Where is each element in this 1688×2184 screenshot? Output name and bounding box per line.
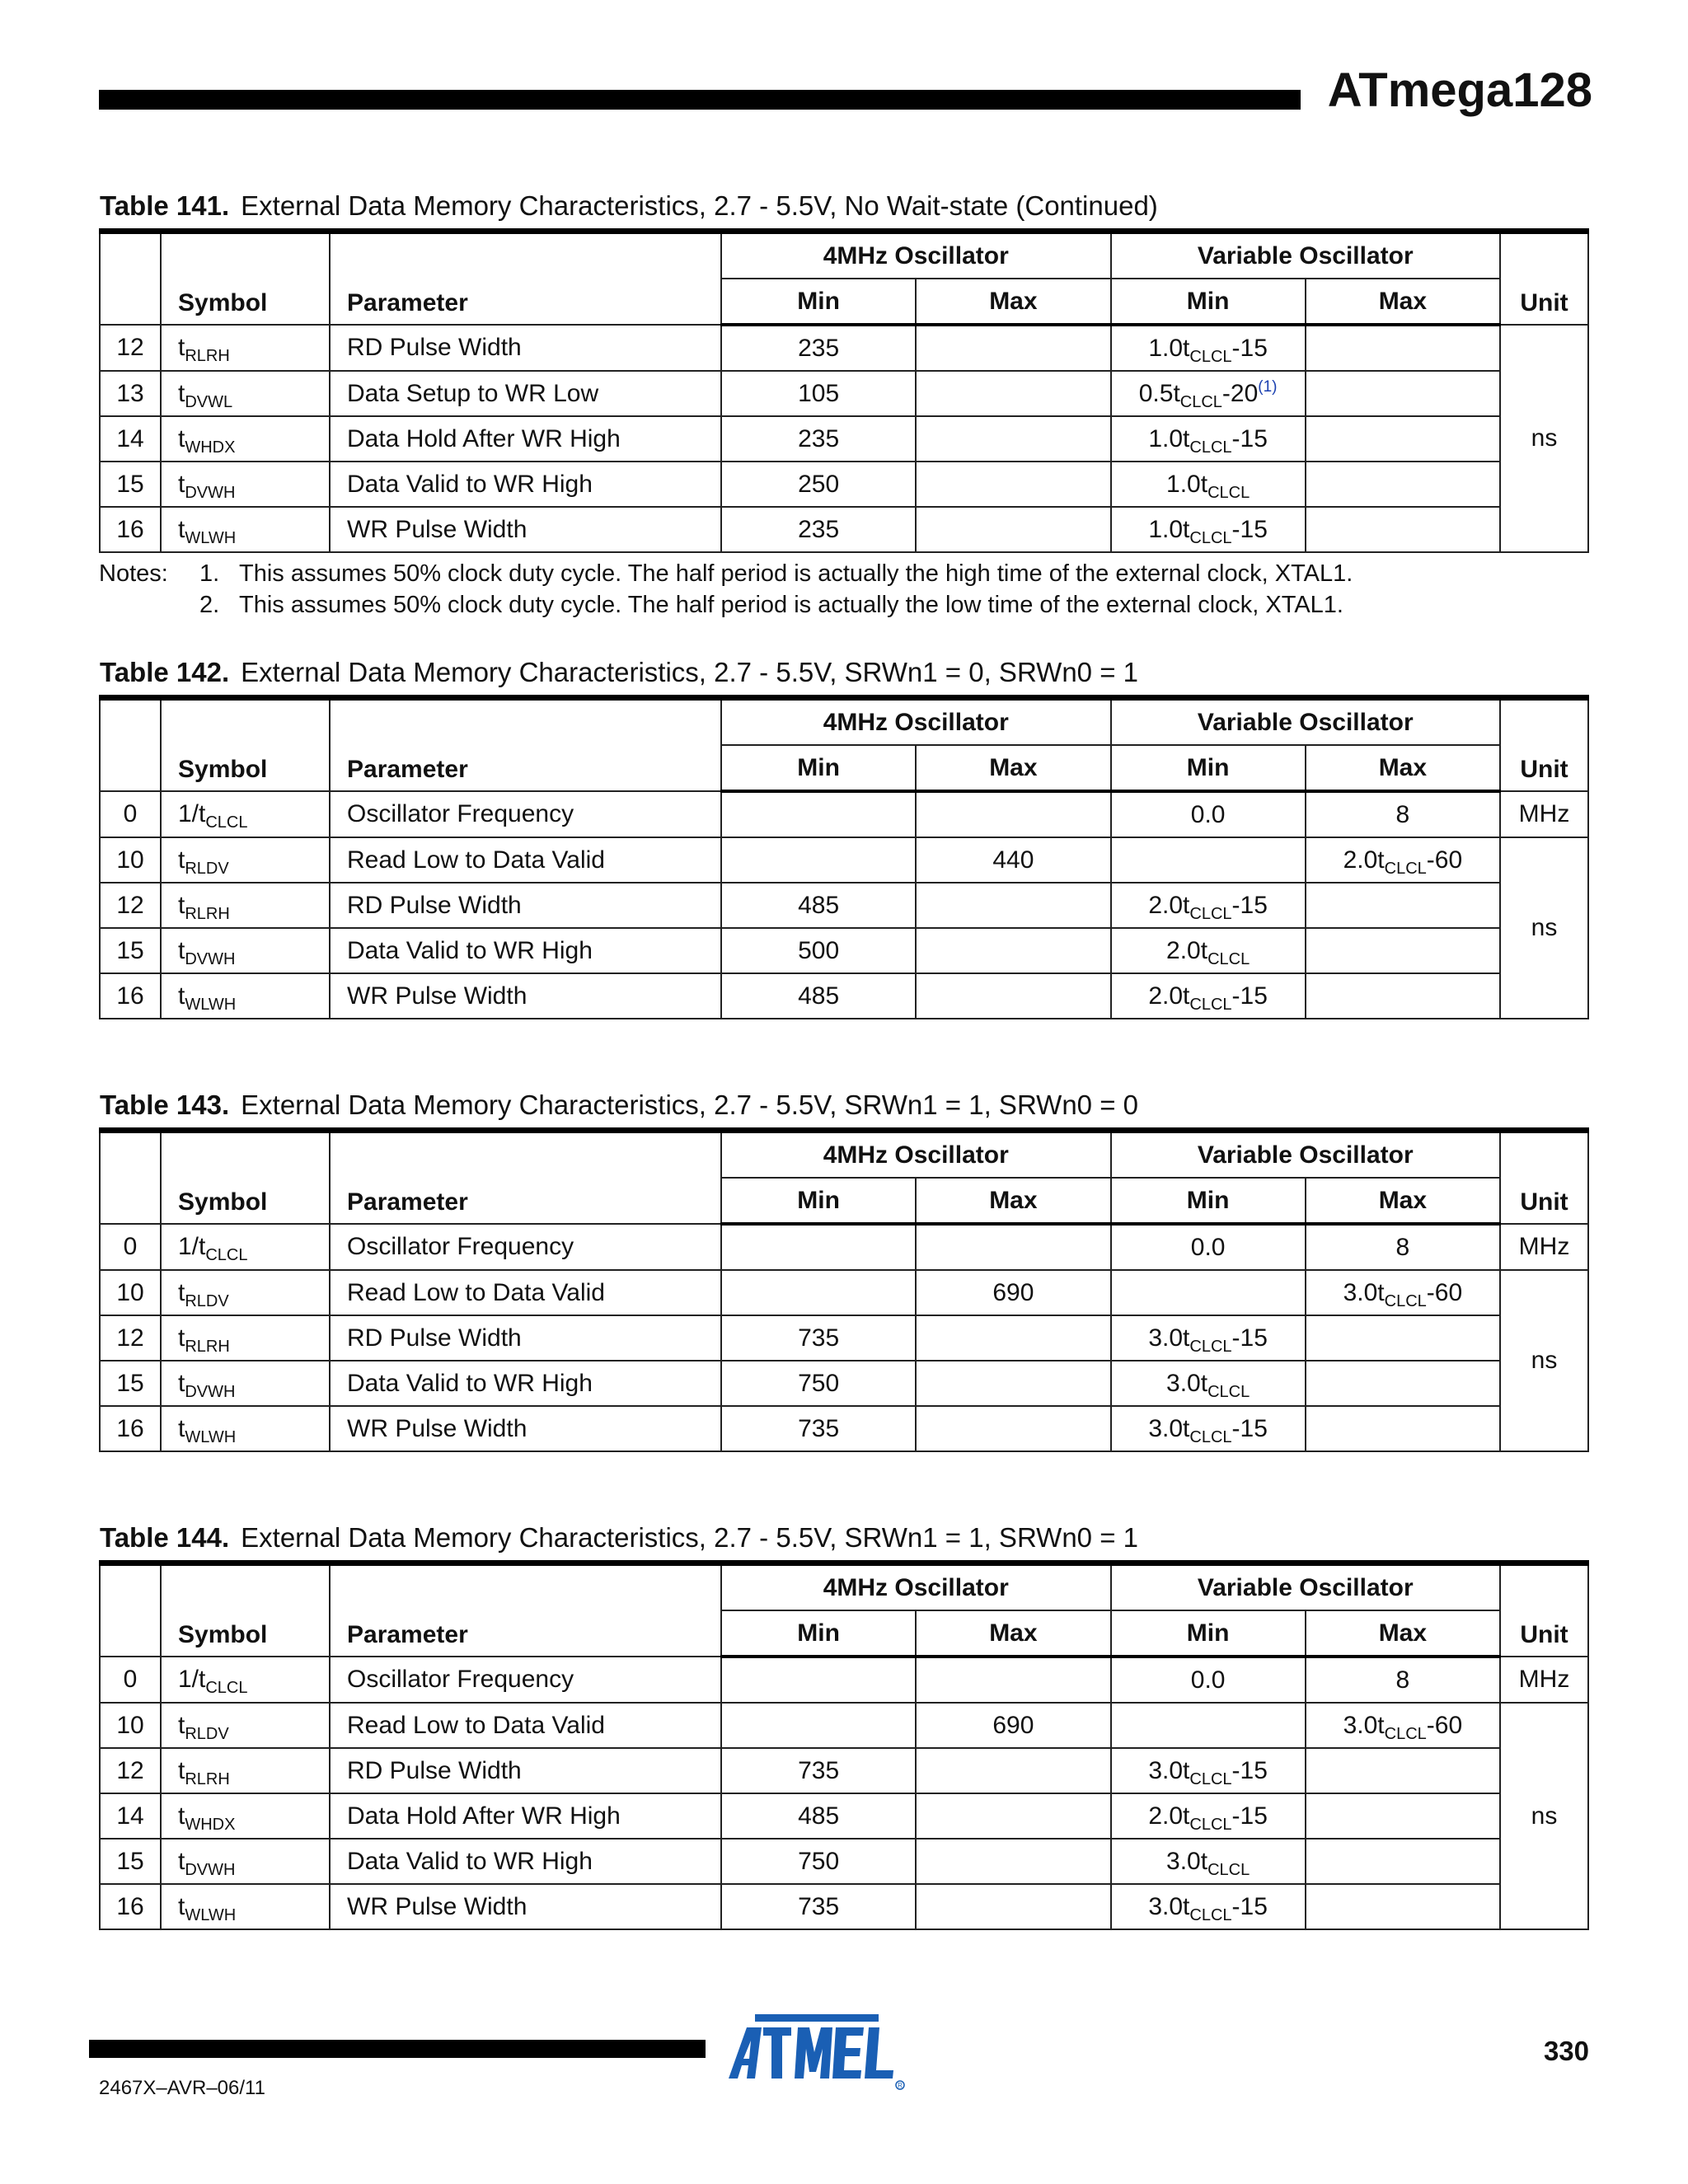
osc4-min-cell: 485 <box>721 1793 916 1839</box>
row-index: 12 <box>100 883 161 928</box>
symbol-cell: $t_{WLWH}$ <box>161 1406 330 1451</box>
document-code: 2467X–AVR–06/11 <box>99 2077 265 2099</box>
variable-min-cell: $2.0t_{CLCL}-15$ <box>1111 883 1306 928</box>
table-title: External Data Memory Characteristics, 2.7 - 5.5V, SRWn1 = 1, SRWn0 = 0 <box>241 1090 1138 1120</box>
unit-cell: ns <box>1500 1270 1588 1451</box>
unit-header: Unit <box>1500 1563 1588 1657</box>
parameter-cell: WR Pulse Width <box>330 973 721 1019</box>
table-header-row <box>100 698 1588 746</box>
row-index: 0 <box>100 1224 161 1270</box>
symbol-cell: $t_{RLRH}$ <box>161 325 330 371</box>
index-header <box>100 1563 161 1657</box>
unit-cell: MHz <box>1500 791 1588 837</box>
symbol-cell: $1/t_{CLCL}$ <box>161 791 330 837</box>
symbol-header: Symbol <box>161 698 330 792</box>
variable-max-cell <box>1306 1748 1500 1793</box>
unit-header: Unit <box>1500 1131 1588 1225</box>
page-number: 330 <box>1543 2036 1589 2066</box>
table-row <box>100 1224 1588 1270</box>
table-144 <box>99 1560 1589 1930</box>
parameter-header: Parameter <box>330 698 721 792</box>
osc-variable-header: Variable Oscillator <box>1111 698 1501 746</box>
variable-min-cell <box>1111 1270 1306 1315</box>
symbol-header: Symbol <box>161 232 330 326</box>
table-141-caption <box>100 190 1158 222</box>
table-row <box>100 1839 1588 1884</box>
parameter-cell: RD Pulse Width <box>330 1315 721 1361</box>
osc4-min-cell <box>721 837 916 883</box>
osc-variable-header: Variable Oscillator <box>1111 232 1501 279</box>
osc4-max-cell <box>916 1361 1110 1406</box>
variable-max-cell: $2.0t_{CLCL}-60$ <box>1306 837 1500 883</box>
variable-min-cell: 0.0 <box>1111 1224 1306 1270</box>
symbol-cell: $t_{DVWH}$ <box>161 1839 330 1884</box>
row-index: 10 <box>100 1703 161 1748</box>
symbol-cell: $1/t_{CLCL}$ <box>161 1224 330 1270</box>
table-141 <box>99 228 1589 553</box>
table-row <box>100 1884 1588 1929</box>
osc4-max-cell <box>916 416 1110 462</box>
variable-min-cell: $1.0t_{CLCL}-15$ <box>1111 507 1306 552</box>
table-row <box>100 1406 1588 1451</box>
symbol-cell: $t_{WLWH}$ <box>161 507 330 552</box>
variable-min-cell: $3.0t_{CLCL}-15$ <box>1111 1406 1306 1451</box>
parameter-cell: Data Valid to WR High <box>330 928 721 973</box>
row-index: 15 <box>100 462 161 507</box>
osc4-min-cell: 500 <box>721 928 916 973</box>
osc4-min-cell: 250 <box>721 462 916 507</box>
row-index: 13 <box>100 371 161 416</box>
parameter-cell: Data Valid to WR High <box>330 1839 721 1884</box>
table-title: External Data Memory Characteristics, 2.7 - 5.5V, SRWn1 = 1, SRWn0 = 1 <box>241 1522 1138 1553</box>
table-number: Table 143. <box>100 1090 230 1120</box>
osc4-max-cell: 690 <box>916 1703 1110 1748</box>
variable-max-cell <box>1306 1315 1500 1361</box>
table-header-row <box>100 1563 1588 1611</box>
variable-min-cell <box>1111 837 1306 883</box>
variable-min-cell <box>1111 1703 1306 1748</box>
table-header-row <box>100 1131 1588 1179</box>
symbol-cell: $t_{WHDX}$ <box>161 1793 330 1839</box>
row-index: 12 <box>100 325 161 371</box>
osc-4mhz-header: 4MHz Oscillator <box>721 1131 1111 1179</box>
parameter-cell: Read Low to Data Valid <box>330 1703 721 1748</box>
parameter-cell: Data Hold After WR High <box>330 1793 721 1839</box>
unit-cell: MHz <box>1500 1657 1588 1703</box>
symbol-cell: $1/t_{CLCL}$ <box>161 1657 330 1703</box>
osc-4mhz-header: 4MHz Oscillator <box>721 698 1111 746</box>
table-row <box>100 1270 1588 1315</box>
table-142 <box>99 695 1589 1019</box>
osc4-min-cell: 735 <box>721 1315 916 1361</box>
osc4-min-cell <box>721 1703 916 1748</box>
parameter-cell: WR Pulse Width <box>330 1884 721 1929</box>
variable-min-cell: 0.0 <box>1111 1657 1306 1703</box>
parameter-cell: RD Pulse Width <box>330 1748 721 1793</box>
osc4-max-cell <box>916 1315 1110 1361</box>
symbol-cell: $t_{WLWH}$ <box>161 973 330 1019</box>
max-header: Max <box>916 279 1110 325</box>
parameter-cell: RD Pulse Width <box>330 883 721 928</box>
variable-min-cell: $2.0t_{CLCL}$ <box>1111 928 1306 973</box>
min-header: Min <box>721 279 916 325</box>
index-header <box>100 1131 161 1225</box>
symbol-cell: $t_{RLRH}$ <box>161 1748 330 1793</box>
parameter-cell: Data Hold After WR High <box>330 416 721 462</box>
min-header: Min <box>1111 279 1306 325</box>
variable-max-cell <box>1306 462 1500 507</box>
symbol-cell: $t_{RLRH}$ <box>161 883 330 928</box>
row-index: 15 <box>100 1361 161 1406</box>
osc4-min-cell: 735 <box>721 1748 916 1793</box>
osc4-max-cell <box>916 371 1110 416</box>
osc4-min-cell <box>721 1270 916 1315</box>
variable-min-cell: $1.0t_{CLCL}-15$ <box>1111 416 1306 462</box>
max-header: Max <box>916 1610 1110 1657</box>
row-index: 0 <box>100 791 161 837</box>
row-index: 14 <box>100 416 161 462</box>
parameter-cell: WR Pulse Width <box>330 507 721 552</box>
symbol-cell: $t_{WLWH}$ <box>161 1884 330 1929</box>
osc4-max-cell <box>916 883 1110 928</box>
variable-max-cell <box>1306 507 1500 552</box>
parameter-cell: Oscillator Frequency <box>330 1224 721 1270</box>
variable-max-cell: 8 <box>1306 1224 1500 1270</box>
table-row <box>100 1361 1588 1406</box>
parameter-cell: Read Low to Data Valid <box>330 1270 721 1315</box>
table-title: External Data Memory Characteristics, 2.7 - 5.5V, SRWn1 = 0, SRWn0 = 1 <box>241 657 1138 687</box>
variable-min-cell: $2.0t_{CLCL}-15$ <box>1111 1793 1306 1839</box>
variable-max-cell <box>1306 1839 1500 1884</box>
osc4-max-cell: 690 <box>916 1270 1110 1315</box>
row-index: 16 <box>100 973 161 1019</box>
table-row <box>100 837 1588 883</box>
variable-min-cell: $1.0t_{CLCL}-15$ <box>1111 325 1306 371</box>
row-index: 15 <box>100 1839 161 1884</box>
note-1: Notes: 1. This assumes 50% clock duty cycle. The half period is actually the high time of the external clock, XTAL1. <box>99 558 1353 589</box>
osc-4mhz-header: 4MHz Oscillator <box>721 232 1111 279</box>
min-header: Min <box>1111 1610 1306 1657</box>
table-row <box>100 1793 1588 1839</box>
variable-max-cell <box>1306 1406 1500 1451</box>
symbol-cell: $t_{DVWL}$ <box>161 371 330 416</box>
unit-header: Unit <box>1500 232 1588 326</box>
unit-cell: ns <box>1500 1703 1588 1929</box>
osc4-max-cell <box>916 928 1110 973</box>
parameter-cell: Data Valid to WR High <box>330 1361 721 1406</box>
table-143-caption <box>100 1090 1138 1121</box>
unit-cell: ns <box>1500 837 1588 1019</box>
variable-max-cell: $3.0t_{CLCL}-60$ <box>1306 1270 1500 1315</box>
min-header: Min <box>1111 745 1306 791</box>
row-index: 16 <box>100 1884 161 1929</box>
symbol-cell: $t_{WHDX}$ <box>161 416 330 462</box>
osc4-max-cell <box>916 1406 1110 1451</box>
table-row <box>100 1657 1588 1703</box>
symbol-cell: $t_{RLDV}$ <box>161 837 330 883</box>
symbol-cell: $t_{RLDV}$ <box>161 1703 330 1748</box>
table-row <box>100 325 1588 371</box>
osc4-min-cell: 735 <box>721 1406 916 1451</box>
min-header: Min <box>721 745 916 791</box>
min-header: Min <box>721 1610 916 1657</box>
table-row <box>100 416 1588 462</box>
variable-max-cell <box>1306 1361 1500 1406</box>
osc-variable-header: Variable Oscillator <box>1111 1131 1501 1179</box>
parameter-header: Parameter <box>330 1563 721 1657</box>
table-row <box>100 1703 1588 1748</box>
table-number: Table 142. <box>100 657 230 687</box>
footnote-ref: (1) <box>1258 377 1278 396</box>
footer-rule <box>89 2040 706 2058</box>
table-number: Table 144. <box>100 1522 230 1553</box>
table-143 <box>99 1127 1589 1452</box>
variable-min-cell: $3.0t_{CLCL}-15$ <box>1111 1884 1306 1929</box>
parameter-cell: RD Pulse Width <box>330 325 721 371</box>
osc4-max-cell <box>916 1839 1110 1884</box>
table-row <box>100 462 1588 507</box>
symbol-cell: $t_{DVWH}$ <box>161 928 330 973</box>
osc4-min-cell: 485 <box>721 973 916 1019</box>
parameter-cell: WR Pulse Width <box>330 1406 721 1451</box>
variable-max-cell <box>1306 928 1500 973</box>
table-row <box>100 1748 1588 1793</box>
max-header: Max <box>1306 745 1500 791</box>
min-header: Min <box>721 1178 916 1224</box>
parameter-cell: Read Low to Data Valid <box>330 837 721 883</box>
variable-max-cell <box>1306 325 1500 371</box>
max-header: Max <box>1306 279 1500 325</box>
table-row <box>100 507 1588 552</box>
osc4-max-cell <box>916 1884 1110 1929</box>
parameter-cell: Data Setup to WR Low <box>330 371 721 416</box>
osc-4mhz-header: 4MHz Oscillator <box>721 1563 1111 1611</box>
row-index: 10 <box>100 837 161 883</box>
osc4-min-cell: 105 <box>721 371 916 416</box>
osc4-max-cell <box>916 1748 1110 1793</box>
symbol-cell: $t_{DVWH}$ <box>161 462 330 507</box>
osc4-min-cell: 235 <box>721 507 916 552</box>
unit-cell: ns <box>1500 325 1588 552</box>
variable-min-cell: $3.0t_{CLCL}$ <box>1111 1839 1306 1884</box>
table-row <box>100 928 1588 973</box>
variable-max-cell: $3.0t_{CLCL}-60$ <box>1306 1703 1500 1748</box>
max-header: Max <box>1306 1610 1500 1657</box>
variable-max-cell <box>1306 973 1500 1019</box>
osc4-max-cell <box>916 462 1110 507</box>
row-index: 15 <box>100 928 161 973</box>
variable-min-cell: $3.0t_{CLCL}$ <box>1111 1361 1306 1406</box>
table-header-row <box>100 232 1588 279</box>
osc4-max-cell <box>916 1793 1110 1839</box>
osc4-max-cell: 440 <box>916 837 1110 883</box>
max-header: Max <box>916 745 1110 791</box>
variable-min-cell: $3.0t_{CLCL}-15$ <box>1111 1315 1306 1361</box>
row-index: 12 <box>100 1315 161 1361</box>
symbol-cell: $t_{RLRH}$ <box>161 1315 330 1361</box>
osc4-max-cell <box>916 973 1110 1019</box>
variable-min-cell: 0.0 <box>1111 791 1306 837</box>
unit-header: Unit <box>1500 698 1588 792</box>
note-2: 2. This assumes 50% clock duty cycle. The half period is actually the low time of the external clock, XTAL1. <box>199 592 1343 618</box>
osc-variable-header: Variable Oscillator <box>1111 1563 1501 1611</box>
notes-label: Notes: <box>99 560 168 587</box>
row-index: 10 <box>100 1270 161 1315</box>
header-rule <box>99 90 1301 110</box>
variable-min-cell: $3.0t_{CLCL}-15$ <box>1111 1748 1306 1793</box>
osc4-min-cell: 735 <box>721 1884 916 1929</box>
max-header: Max <box>1306 1178 1500 1224</box>
table-row <box>100 883 1588 928</box>
parameter-cell: Oscillator Frequency <box>330 1657 721 1703</box>
table-row <box>100 371 1588 416</box>
table-row <box>100 791 1588 837</box>
variable-max-cell <box>1306 416 1500 462</box>
table-144-caption <box>100 1522 1138 1554</box>
table-notes <box>99 558 1353 621</box>
row-index: 16 <box>100 507 161 552</box>
parameter-cell: Oscillator Frequency <box>330 791 721 837</box>
max-header: Max <box>916 1178 1110 1224</box>
osc4-min-cell: 235 <box>721 325 916 371</box>
variable-max-cell <box>1306 883 1500 928</box>
unit-cell: MHz <box>1500 1224 1588 1270</box>
row-index: 12 <box>100 1748 161 1793</box>
variable-max-cell <box>1306 371 1500 416</box>
variable-max-cell <box>1306 1793 1500 1839</box>
osc4-max-cell <box>916 507 1110 552</box>
osc4-min-cell: 750 <box>721 1839 916 1884</box>
parameter-header: Parameter <box>330 232 721 326</box>
variable-min-cell: $0.5t_{CLCL}-20^{(1)}$ <box>1111 371 1306 416</box>
parameter-header: Parameter <box>330 1131 721 1225</box>
parameter-cell: Data Valid to WR High <box>330 462 721 507</box>
symbol-cell: $t_{RLDV}$ <box>161 1270 330 1315</box>
symbol-cell: $t_{DVWH}$ <box>161 1361 330 1406</box>
osc4-max-cell <box>916 325 1110 371</box>
table-number: Table 141. <box>100 190 230 221</box>
row-index: 16 <box>100 1406 161 1451</box>
symbol-header: Symbol <box>161 1563 330 1657</box>
table-row <box>100 973 1588 1019</box>
atmel-logo-icon <box>724 2011 907 2093</box>
table-142-caption <box>100 657 1138 688</box>
variable-min-cell: $2.0t_{CLCL}-15$ <box>1111 973 1306 1019</box>
variable-min-cell: $1.0t_{CLCL}$ <box>1111 462 1306 507</box>
variable-max-cell: 8 <box>1306 791 1500 837</box>
min-header: Min <box>1111 1178 1306 1224</box>
variable-max-cell <box>1306 1884 1500 1929</box>
svg-text:R: R <box>898 2082 903 2089</box>
variable-max-cell: 8 <box>1306 1657 1500 1703</box>
table-title: External Data Memory Characteristics, 2.7 - 5.5V, No Wait-state (Continued) <box>241 190 1158 221</box>
osc4-min-cell: 485 <box>721 883 916 928</box>
row-index: 14 <box>100 1793 161 1839</box>
index-header <box>100 232 161 326</box>
index-header <box>100 698 161 792</box>
table-row <box>100 1315 1588 1361</box>
osc4-min-cell: 235 <box>721 416 916 462</box>
row-index: 0 <box>100 1657 161 1703</box>
osc4-min-cell: 750 <box>721 1361 916 1406</box>
page-title: ATmega128 <box>1327 63 1592 117</box>
symbol-header: Symbol <box>161 1131 330 1225</box>
